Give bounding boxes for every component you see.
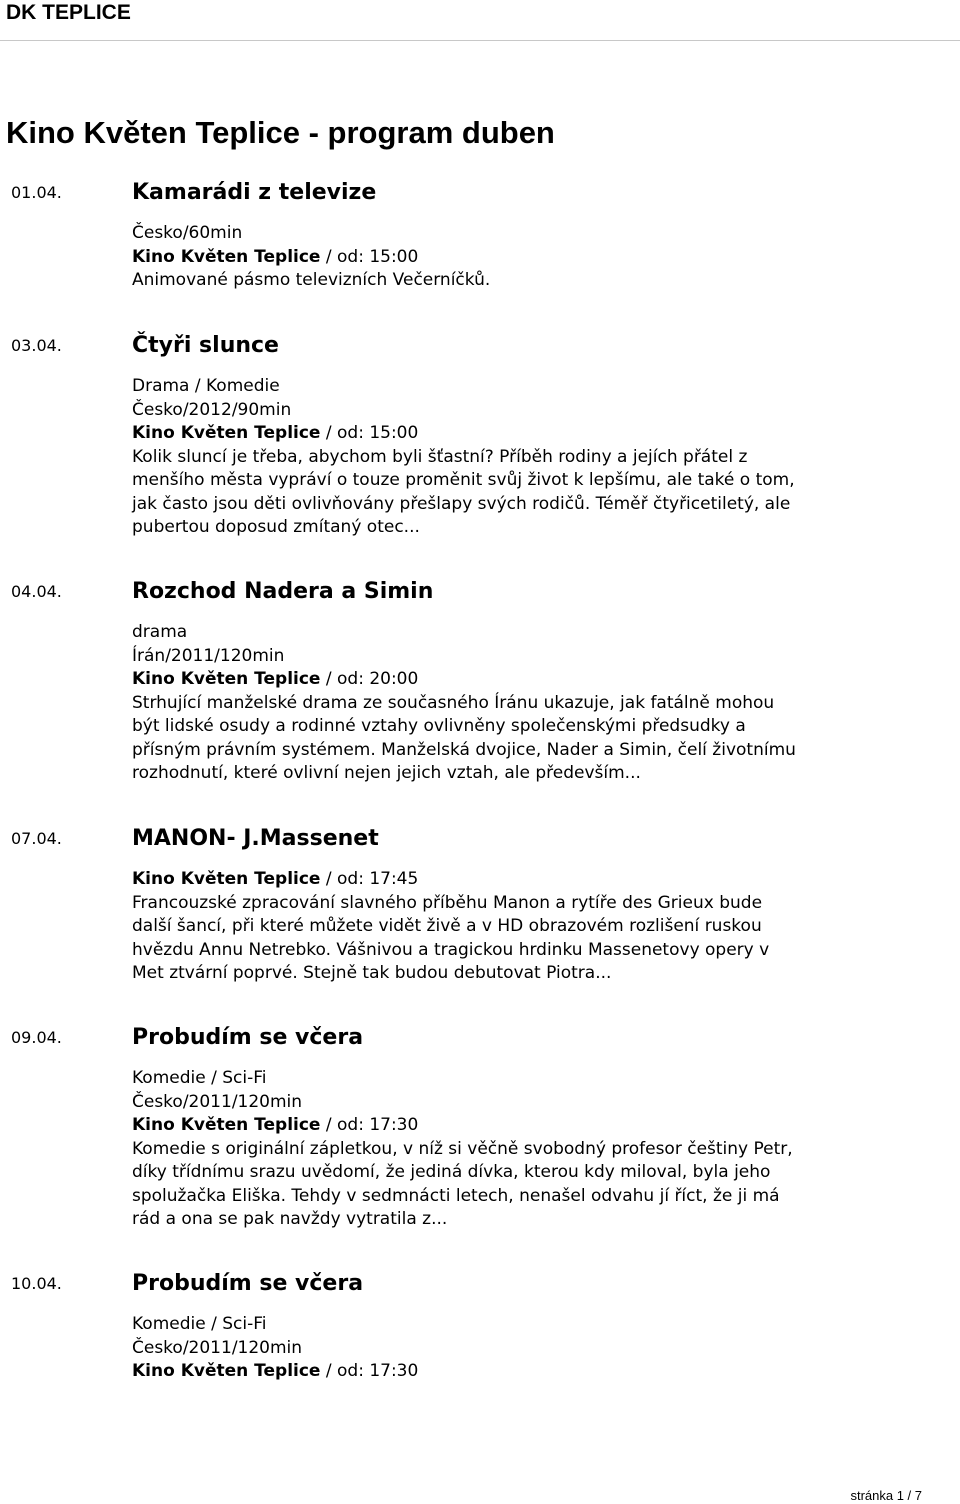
description-line: být lidské osudy a rodinné vztahy ovlivněny společenskými předsudky a: [132, 716, 746, 736]
event-venue: Kino Květen Teplice: [132, 246, 321, 267]
event-title: MANON- J.Massenet: [132, 826, 379, 851]
event-description: [132, 269, 872, 293]
event-description: [132, 446, 872, 540]
event-time: / od: 15:00: [320, 246, 419, 267]
event-content: [132, 1025, 872, 1232]
event-venue-line: [132, 868, 872, 892]
description-line: další šancí, při které můžete vidět živě a v HD obrazovém rozlišení ruskou: [132, 916, 762, 936]
event-title: Kamarádi z televize: [132, 180, 377, 205]
event-title: Probudím se včera: [132, 1025, 364, 1050]
event-venue-line: [132, 668, 872, 692]
event-description: [132, 1138, 872, 1232]
site-header: [0, 0, 960, 41]
description-line: Komedie s originální zápletkou, v níž si věčně svobodný profesor češtiny Petr,: [132, 1138, 793, 1159]
event-description: [132, 692, 872, 786]
event-content: [132, 826, 872, 986]
event-venue: Kino Květen Teplice: [132, 1115, 321, 1135]
event-date: 04.04.: [11, 582, 62, 601]
event-genre: Komedie / Sci-Fi: [132, 1068, 267, 1088]
event-time: / od: 15:00: [320, 423, 419, 443]
event-date: 09.04.: [11, 1028, 62, 1047]
event-content: [132, 579, 872, 786]
event-genre: Komedie / Sci-Fi: [132, 1314, 267, 1334]
description-line: rozhodnutí, které ovlivní nejen jejich vztah, ale především...: [132, 763, 641, 783]
description-line: rád a ona se pak navždy vytratila z...: [132, 1209, 448, 1229]
event-date: 03.04.: [11, 336, 62, 355]
event-meta: Česko/60min: [132, 223, 243, 243]
event-date: 07.04.: [11, 829, 62, 848]
event-time: / od: 17:30: [320, 1361, 419, 1381]
event-title: Probudím se včera: [132, 1271, 364, 1296]
event-genre: drama: [132, 622, 188, 642]
event-meta: Česko/2011/120min: [132, 1337, 303, 1358]
page-title: Kino Květen Teplice - program duben: [6, 115, 555, 150]
page-number: stránka 1 / 7: [850, 1488, 922, 1503]
site-title: DK TEPLICE: [6, 1, 131, 24]
event-venue-line: [132, 422, 872, 446]
description-line: Francouzské zpracování slavného příběhu Manon a rytíře des Grieux bude: [132, 892, 763, 913]
event-venue: Kino Květen Teplice: [132, 669, 321, 689]
description-line: Kolik sluncí je třeba, abychom byli šťastní? Příběh rodiny a jejích přátel z: [132, 446, 748, 467]
event-content: [132, 333, 872, 540]
description-line: jak často jsou děti ovlivňovány přešlapy svých rodičů. Téměř čtyřicetiletý, ale: [132, 493, 791, 514]
event-description: [132, 892, 872, 986]
description-line: přísným právním systémem. Manželská dvojice, Nader a Simin, čelí životnímu: [132, 739, 796, 760]
event-genre: Drama / Komedie: [132, 376, 280, 396]
event-venue-line: [132, 246, 872, 270]
description-line: pubertou doposud zmítaný otec...: [132, 517, 420, 537]
event-venue: Kino Květen Teplice: [132, 869, 321, 889]
description-line: Strhující manželské drama ze současného Íránu ukazuje, jak fatálně mohou: [132, 692, 775, 713]
event-date: 10.04.: [11, 1274, 62, 1293]
event-venue-line: [132, 1360, 872, 1384]
description-line: Met ztvární poprvé. Stejně tak budou debutovat Piotra...: [132, 963, 612, 983]
event-venue: Kino Květen Teplice: [132, 1361, 321, 1381]
event-content: [132, 180, 872, 293]
event-time: / od: 20:00: [320, 669, 419, 689]
event-date: 01.04.: [11, 183, 62, 202]
event-title: Čtyři slunce: [132, 333, 279, 358]
description-line: menšího města vypráví o touze proměnit svůj život k lepšímu, ale také o tom,: [132, 470, 795, 490]
event-meta: Česko/2011/120min: [132, 1091, 303, 1112]
event-meta: Írán/2011/120min: [132, 645, 285, 666]
event-time: / od: 17:30: [320, 1115, 419, 1135]
event-content: [132, 1271, 872, 1384]
description-line: Animované pásmo televizních Večerníčků.: [132, 270, 491, 290]
event-venue-line: [132, 1114, 872, 1138]
description-line: díky třídnímu srazu uvědomí, že jediná dívka, kterou kdy miloval, byla jeho: [132, 1162, 771, 1182]
event-venue: Kino Květen Teplice: [132, 423, 321, 443]
description-line: hvězdu Annu Netrebko. Vášnivou a tragickou hrdinku Massenetovy opery v: [132, 939, 770, 960]
event-time: / od: 17:45: [320, 869, 419, 889]
description-line: spolužačka Eliška. Tehdy v sedmnácti letech, nenašel odvahu jí říct, že ji má: [132, 1185, 780, 1206]
event-title: Rozchod Nadera a Simin: [132, 579, 434, 604]
event-meta: Česko/2012/90min: [132, 399, 292, 420]
